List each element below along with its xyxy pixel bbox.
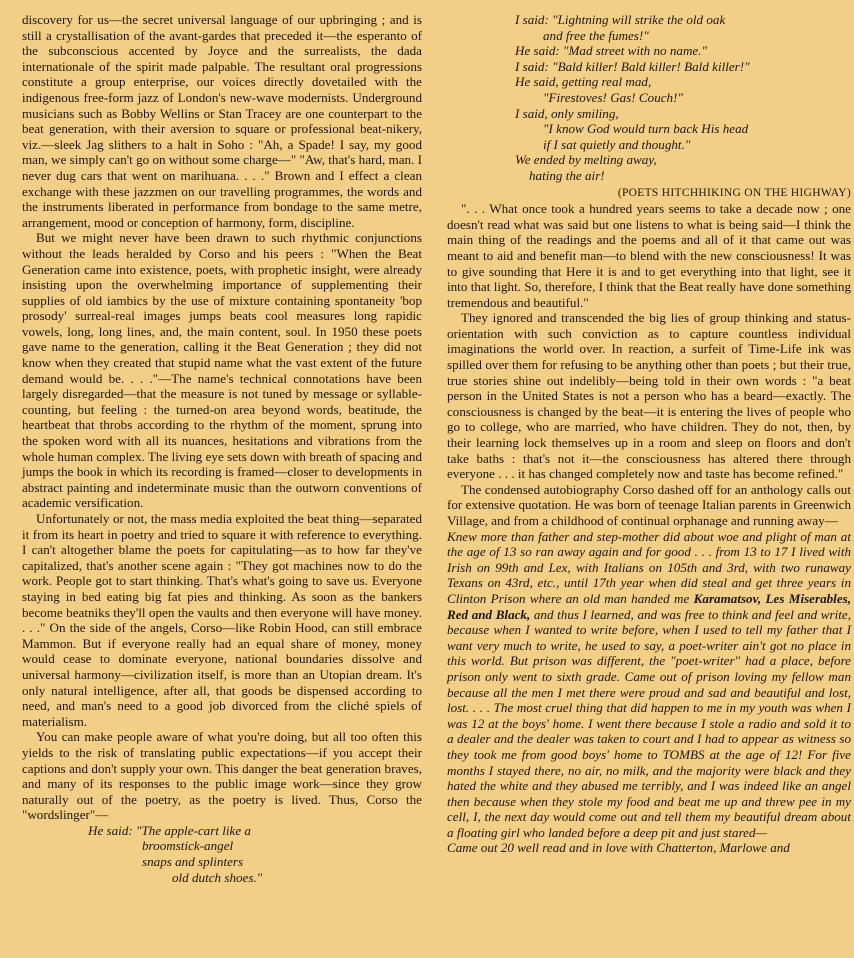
paragraph-hundred-years: ". . . What once took a hundred years seems to take a decade now ; one doesn't read what was said but one listens to what is being said—I think the main thing of the readings and the poems and all of it that came out was meant to aid and benefit man—to blend with the new consciousness! It was to give sounding that Here it is and to get everything into that light, see it into that light. So, therefore, I think that the Beat really have done something tremendous and beautiful." xyxy=(447,201,851,310)
right-column xyxy=(447,12,851,856)
poem-line: I said: "Lightning will strike the old oak xyxy=(515,12,726,27)
quote-part-1: Knew more than father and step-mother did about woe and plight of man at the age of 13 so ran away again and for good . . . from 13 to 17 I lived with Irish on 99th and Lex, with Italians on 105th and 3rd, with two runaway Texans on 43rd, etc., until 17th year when did steal and get three years in Clinton Prison where an old man handed me xyxy=(447,528,851,606)
poem-line: He said: "Mad street with no name." xyxy=(515,43,707,59)
poem-line: "I know God would turn back His head xyxy=(543,121,749,137)
poem-line: and free the fumes!" xyxy=(543,27,649,43)
paragraph-mass-media: Unfortunately or not, the mass media exploited the beat thing—separated it from its heart in poetry and tried to square it with reference to everything. I can't altogether blame the poets for capitulating—as to how far they've capitalized, that's another scene again : "They got machines now to do the work. People got to start thinking. That's what's going to save us. Everyone staying in bed eating big fat pies and thinking. As soon as the bankers become beatniks they'll open the vaults and then everyone will have money. . . ." On the side of the angels, Corso—like Robin Hood, can still embrace Mammon. But if everyone really had an equal share of money, money would cease to dominate everyone, national boundaries dissolve and universal harmony—civilization itself, is more than an Utopian dream. It's only natural intelligence, after all, that goods be dispensed according to need, and man's need to a good job divorced from the cliché spiels of materialism. xyxy=(22,511,422,729)
quote-part-2: and thus I learned, and was free to think and feel and write, because when I wanted to write before, when I used to tell my father that I want very much to write, he used to say, a poet-writer ain't got no place in this world. But prison was different, the "poet-writer" had a place, before prison only went to sixth grade. Came out of prison loving my fellow man because all the men I met there were proud and sad and beautiful and lost, lost. . . . The most cruel thing that did happen to me in my youth was when I was 12 at the boys' home. I went there because I stole a radio and sold it to a dealer and the dealer was taken to court and I had to appear as witness so they took me from good boys' home to TOMBS at the age of 12! For five months I stayed there, no air, no milk, and the majority were black and they hated the white and they abused me terribly, and I was indeed like an angel then because when they stole my food and beat me up and threw pee in my cell, I, the next day would come out and tell them my beautiful dream about a floating girl who landed before a deep pit and just stared— xyxy=(447,606,851,840)
poem-line: I said, only smiling, xyxy=(515,105,619,121)
paragraph-chatterton: Came out 20 well read and in love with Chatterton, Marlowe and xyxy=(447,840,790,856)
poem-line: if I sat quietly and thought." xyxy=(543,136,691,152)
poem-line: He said, getting real mad, xyxy=(515,74,652,90)
poem-line: We ended by melting away, xyxy=(515,152,657,168)
poem-line: snaps and splinters xyxy=(142,854,244,870)
poem-line: broomstick-angel xyxy=(142,838,234,854)
poem-apple-cart xyxy=(88,823,422,885)
quote-book-titles: Karamatsov, Les Miserables, Red and Black, xyxy=(447,590,851,622)
paragraph-autobiography: The condensed autobiography Corso dashed off for an anthology calls out for extensive quotation. He was born of teenage Italian parents in Greenwich Village, and from a childhood of continual orphanage and running away— xyxy=(447,481,851,528)
paragraph-public-image: You can make people aware of what you're doing, but all too often this yields to the risk of translating public expectations—if you accept their captions and don't supply your own. This danger the beat generation braves, and many of its responses to the public image work—since they grow naturally out of the poetry, as the poetry is lived. Thus, Corso the "wordslinger"— xyxy=(22,729,422,823)
paragraph-discovery: discovery for us—the secret universal language of our upbringing ; and is still a crystallisation of the avant-gardes that preceded it—the esperanto of the subconscious accented by Joyce and the surrealists, the dada internationale of the spirit made palpable. The resultant oral progressions constitute a group enterprise, our voices directly dovetailed with the indigenous free-form jazz of London's new-wave modernists. Underground musicians such as Bobby Wellins or Stan Tracey are one counterpart to the beat generation, with their aversion to square or professional beat-nikery, viz.—sleek Jag slithers to a halt in Soho : "Ah, a Spade! I say, my good man, we simply can't go on without some charge—" "Aw, that's hard, man. I never dug cars that went on marihuana. . . ." Brown and I effect a clean exchange with these jazzmen on our travelling programmes, the words and the instruments liberated in performance from bondage to the same metre, arrangement, mood or conception of harmony, form, discipline. xyxy=(22,12,422,230)
paragraph-rhythmic-conjunctions: But we might never have been drawn to such rhythmic conjunctions without the leads heralded by Corso and his peers : "When the Beat Generation came into existence, poets, with prophetic insight, were already insisting upon the overwhelming importance of supplementing their supplies of old iambics by the use of mixture containing spontaneity 'bop prosody' surreal-real images jumps beats cool measures long rapidic vowels, long, long lines, and, the main content, soul. In 1950 these poets gave name to the generation, calling it the Beat Generation ; they did not know when they created that stupid name what the vast extent of the future demand would be. . . ."—The name's technical connotations have been largely disregarded—that the measure is not tuned by message or syllable-counting, but feeling : the turned-on area beyond words, beatitude, the heartbeat that throbs according to the rhythm of the moment, sprung into the spoken word with all its nuances, hesitations and vibrations from the whole human complex. The living eye sets down with breath of spacing and jumps the book in which its recording is framed—closer to developments in abstract painting and indeterminate music than the outworn conventions of academic versification. xyxy=(22,230,422,511)
paragraph-big-lies: They ignored and transcended the big lies of group thinking and status-orientation with such conviction as to capture countless individual imaginations the world over. In reaction, a surfeit of Time-Life ink was spilled over them for refusing to be anything other than poets ; but their true, true stories shine out indelibly—being told in their own words : "a beat person in the United States is not a person who has a beard—exactly. The consciousness is changed by the beat—it is entering the lives of people who go to college, who are married, who have children. They do not, then, by their learning lock themselves up in a room and sleep on floors and don't take baths : that's not it—the consciousness has altered there through everyone . . . it has changed completely now and taste has become refined." xyxy=(447,310,851,482)
poem-line: He said: "The apple-cart like a xyxy=(88,822,251,838)
poem-caption: (POETS HITCHHIKING ON THE HIGHWAY) xyxy=(617,186,851,199)
poem-hitchhiking xyxy=(515,12,851,184)
left-column xyxy=(22,12,422,887)
poem-line: old dutch shoes." xyxy=(172,869,263,885)
paragraph-corso-quote xyxy=(447,529,851,841)
poem-line: I said: "Bald killer! Bald killer! Bald killer!" xyxy=(515,58,750,74)
poem-line: "Firestoves! Gas! Couch!" xyxy=(543,89,683,105)
poem-line: hating the air! xyxy=(529,167,605,183)
